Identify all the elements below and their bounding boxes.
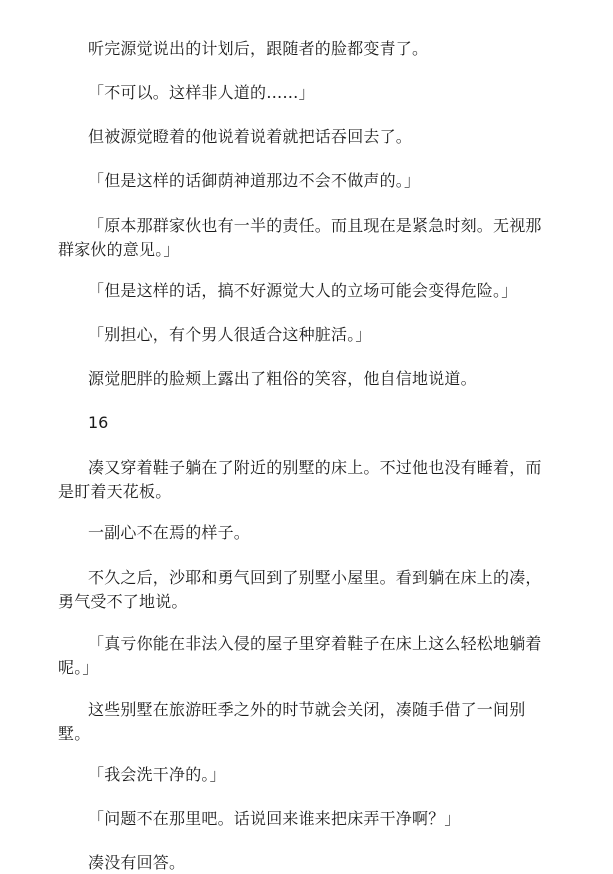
paragraph: 凑没有回答。 [88,853,186,872]
paragraph: 听完源觉说出的计划后，跟随者的脸都变青了。 [88,39,429,58]
paragraph: 源觉肥胖的脸颊上露出了粗俗的笑容，他自信地说道。 [88,369,477,388]
paragraph: 不久之后，沙耶和勇气回到了别墅小屋里。看到躺在床上的凑，勇气受不了地说。 [58,568,542,611]
paragraph: 「原本那群家伙也有一半的责任。而且现在是紧急时刻。无视那群家伙的意见。」 [58,216,542,259]
paragraph: 「别担心，有个男人很适合这种脏活。」 [88,325,372,344]
paragraph: 「我会洗干净的。」 [88,765,226,784]
paragraph: 凑又穿着鞋子躺在了附近的别墅的床上。不过他也没有睡着，而是盯着天花板。 [58,458,542,501]
paragraph: 「但是这样的话御荫神道那边不会不做声的。」 [88,171,421,190]
paragraph: 「不可以。这样非人道的……」 [88,83,315,102]
chapter-number: 16 [88,413,109,432]
paragraph: 这些别墅在旅游旺季之外的时节就会关闭，凑随手借了一间别墅。 [58,700,526,743]
paragraph: 「但是这样的话，搞不好源觉大人的立场可能会变得危险。」 [88,281,518,300]
paragraph: 一副心不在焉的样子。 [88,523,251,542]
paragraph: 但被源觉瞪着的他说着说着就把话吞回去了。 [88,127,413,146]
paragraph: 「真亏你能在非法入侵的屋子里穿着鞋子在床上这么轻松地躺着呢。」 [58,634,542,677]
paragraph: 「问题不在那里吧。话说回来谁来把床弄干净啊？」 [88,809,461,828]
